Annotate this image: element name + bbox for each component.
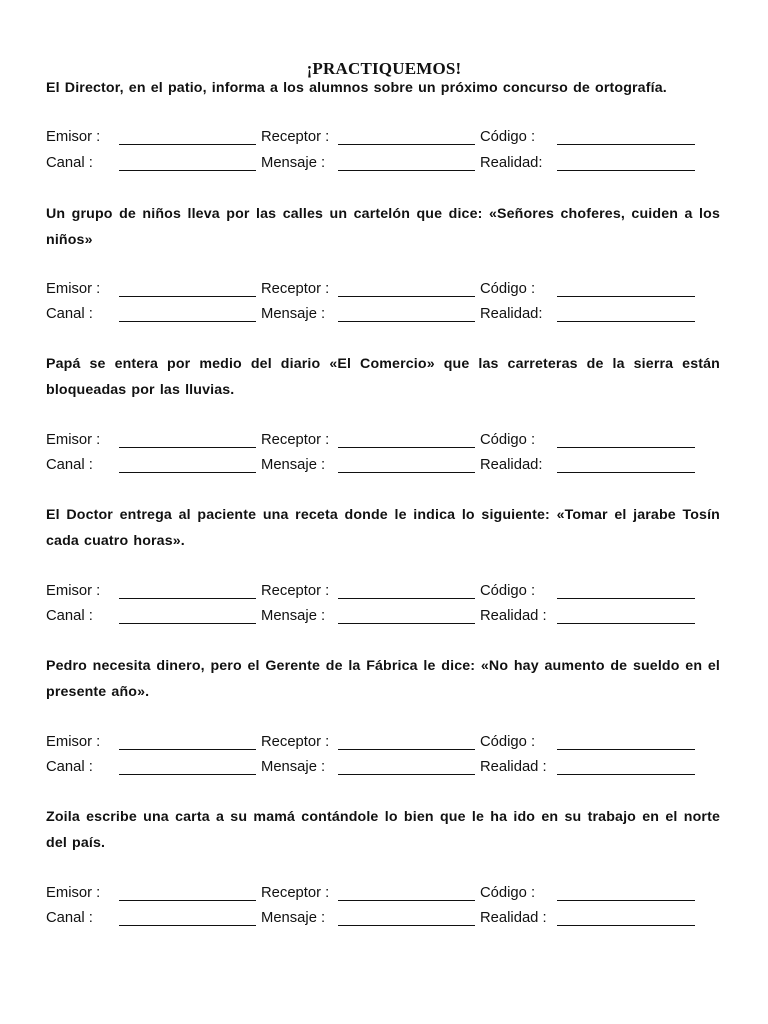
exercise-prompt-1: El Director, en el patio, informa a los alumnos sobre un próximo concurso de ortografía. bbox=[46, 80, 667, 96]
answer-row-3b bbox=[46, 457, 726, 477]
codigo-blank bbox=[557, 296, 695, 297]
codigo-label: Código : bbox=[480, 432, 536, 448]
mensaje-label: Mensaje : bbox=[261, 457, 326, 473]
exercise-prompt-5: Pedro necesita dinero, pero el Gerente de la Fábrica le dice: «No hay aumento de sueldo en el presente año». bbox=[46, 658, 720, 700]
receptor-blank bbox=[338, 598, 475, 599]
mensaje-label: Mensaje : bbox=[261, 306, 326, 322]
realidad-blank bbox=[557, 321, 695, 322]
canal-blank bbox=[119, 321, 256, 322]
page-title: ¡PRACTIQUEMOS! bbox=[306, 59, 462, 78]
canal-label: Canal : bbox=[46, 155, 93, 171]
realidad-label: Realidad: bbox=[480, 155, 543, 171]
answer-row-6b bbox=[46, 910, 726, 930]
emisor-label: Emisor : bbox=[46, 432, 101, 448]
realidad-label: Realidad: bbox=[480, 457, 543, 473]
codigo-label: Código : bbox=[480, 885, 536, 901]
canal-blank bbox=[119, 472, 256, 473]
codigo-blank bbox=[557, 144, 695, 145]
emisor-blank bbox=[119, 447, 256, 448]
codigo-blank bbox=[557, 598, 695, 599]
canal-blank bbox=[119, 623, 256, 624]
answer-row-1b bbox=[46, 155, 726, 175]
emisor-label: Emisor : bbox=[46, 734, 101, 750]
emisor-blank bbox=[119, 749, 256, 750]
exercise-prompt-4: El Doctor entrega al paciente una receta donde le indica lo siguiente: «Tomar el jarabe Tosín cada cuatro horas». bbox=[46, 507, 720, 549]
canal-label: Canal : bbox=[46, 608, 93, 624]
exercise-prompt-6: Zoila escribe una carta a su mamá contándole lo bien que le ha ido en su trabajo en el norte del país. bbox=[46, 809, 720, 851]
codigo-label: Código : bbox=[480, 734, 536, 750]
codigo-blank bbox=[557, 749, 695, 750]
answer-row-5a bbox=[46, 734, 726, 754]
answer-row-2b bbox=[46, 306, 726, 326]
realidad-label: Realidad : bbox=[480, 910, 547, 926]
mensaje-label: Mensaje : bbox=[261, 608, 326, 624]
canal-label: Canal : bbox=[46, 306, 93, 322]
receptor-blank bbox=[338, 144, 475, 145]
receptor-blank bbox=[338, 296, 475, 297]
codigo-blank bbox=[557, 900, 695, 901]
codigo-label: Código : bbox=[480, 129, 536, 145]
realidad-blank bbox=[557, 925, 695, 926]
realidad-blank bbox=[557, 774, 695, 775]
receptor-blank bbox=[338, 900, 475, 901]
realidad-label: Realidad: bbox=[480, 306, 543, 322]
answer-row-3a bbox=[46, 432, 726, 452]
mensaje-label: Mensaje : bbox=[261, 910, 326, 926]
codigo-label: Código : bbox=[480, 281, 536, 297]
realidad-blank bbox=[557, 472, 695, 473]
mensaje-blank bbox=[338, 472, 475, 473]
emisor-blank bbox=[119, 144, 256, 145]
receptor-label: Receptor : bbox=[261, 432, 330, 448]
realidad-blank bbox=[557, 170, 695, 171]
canal-label: Canal : bbox=[46, 457, 93, 473]
emisor-blank bbox=[119, 598, 256, 599]
canal-blank bbox=[119, 925, 256, 926]
mensaje-blank bbox=[338, 925, 475, 926]
answer-row-4a bbox=[46, 583, 726, 603]
mensaje-blank bbox=[338, 321, 475, 322]
receptor-blank bbox=[338, 447, 475, 448]
exercise-prompt-2: Un grupo de niños lleva por las calles un cartelón que dice: «Señores choferes, cuiden a los niños» bbox=[46, 206, 720, 248]
emisor-label: Emisor : bbox=[46, 129, 101, 145]
answer-row-5b bbox=[46, 759, 726, 779]
answer-row-6a bbox=[46, 885, 726, 905]
emisor-blank bbox=[119, 296, 256, 297]
receptor-blank bbox=[338, 749, 475, 750]
canal-label: Canal : bbox=[46, 910, 93, 926]
canal-blank bbox=[119, 170, 256, 171]
emisor-blank bbox=[119, 900, 256, 901]
mensaje-blank bbox=[338, 774, 475, 775]
receptor-label: Receptor : bbox=[261, 281, 330, 297]
receptor-label: Receptor : bbox=[261, 583, 330, 599]
mensaje-label: Mensaje : bbox=[261, 759, 326, 775]
emisor-label: Emisor : bbox=[46, 583, 101, 599]
codigo-label: Código : bbox=[480, 583, 536, 599]
realidad-blank bbox=[557, 623, 695, 624]
mensaje-blank bbox=[338, 170, 475, 171]
answer-row-2a bbox=[46, 281, 726, 301]
canal-label: Canal : bbox=[46, 759, 93, 775]
mensaje-label: Mensaje : bbox=[261, 155, 326, 171]
receptor-label: Receptor : bbox=[261, 129, 330, 145]
realidad-label: Realidad : bbox=[480, 608, 547, 624]
canal-blank bbox=[119, 774, 256, 775]
answer-row-4b bbox=[46, 608, 726, 628]
receptor-label: Receptor : bbox=[261, 885, 330, 901]
emisor-label: Emisor : bbox=[46, 281, 101, 297]
emisor-label: Emisor : bbox=[46, 885, 101, 901]
codigo-blank bbox=[557, 447, 695, 448]
answer-row-1a bbox=[46, 129, 726, 149]
exercise-prompt-3: Papá se entera por medio del diario «El Comercio» que las carreteras de la sierra están bloqueadas por las lluvias. bbox=[46, 356, 720, 398]
realidad-label: Realidad : bbox=[480, 759, 547, 775]
mensaje-blank bbox=[338, 623, 475, 624]
receptor-label: Receptor : bbox=[261, 734, 330, 750]
